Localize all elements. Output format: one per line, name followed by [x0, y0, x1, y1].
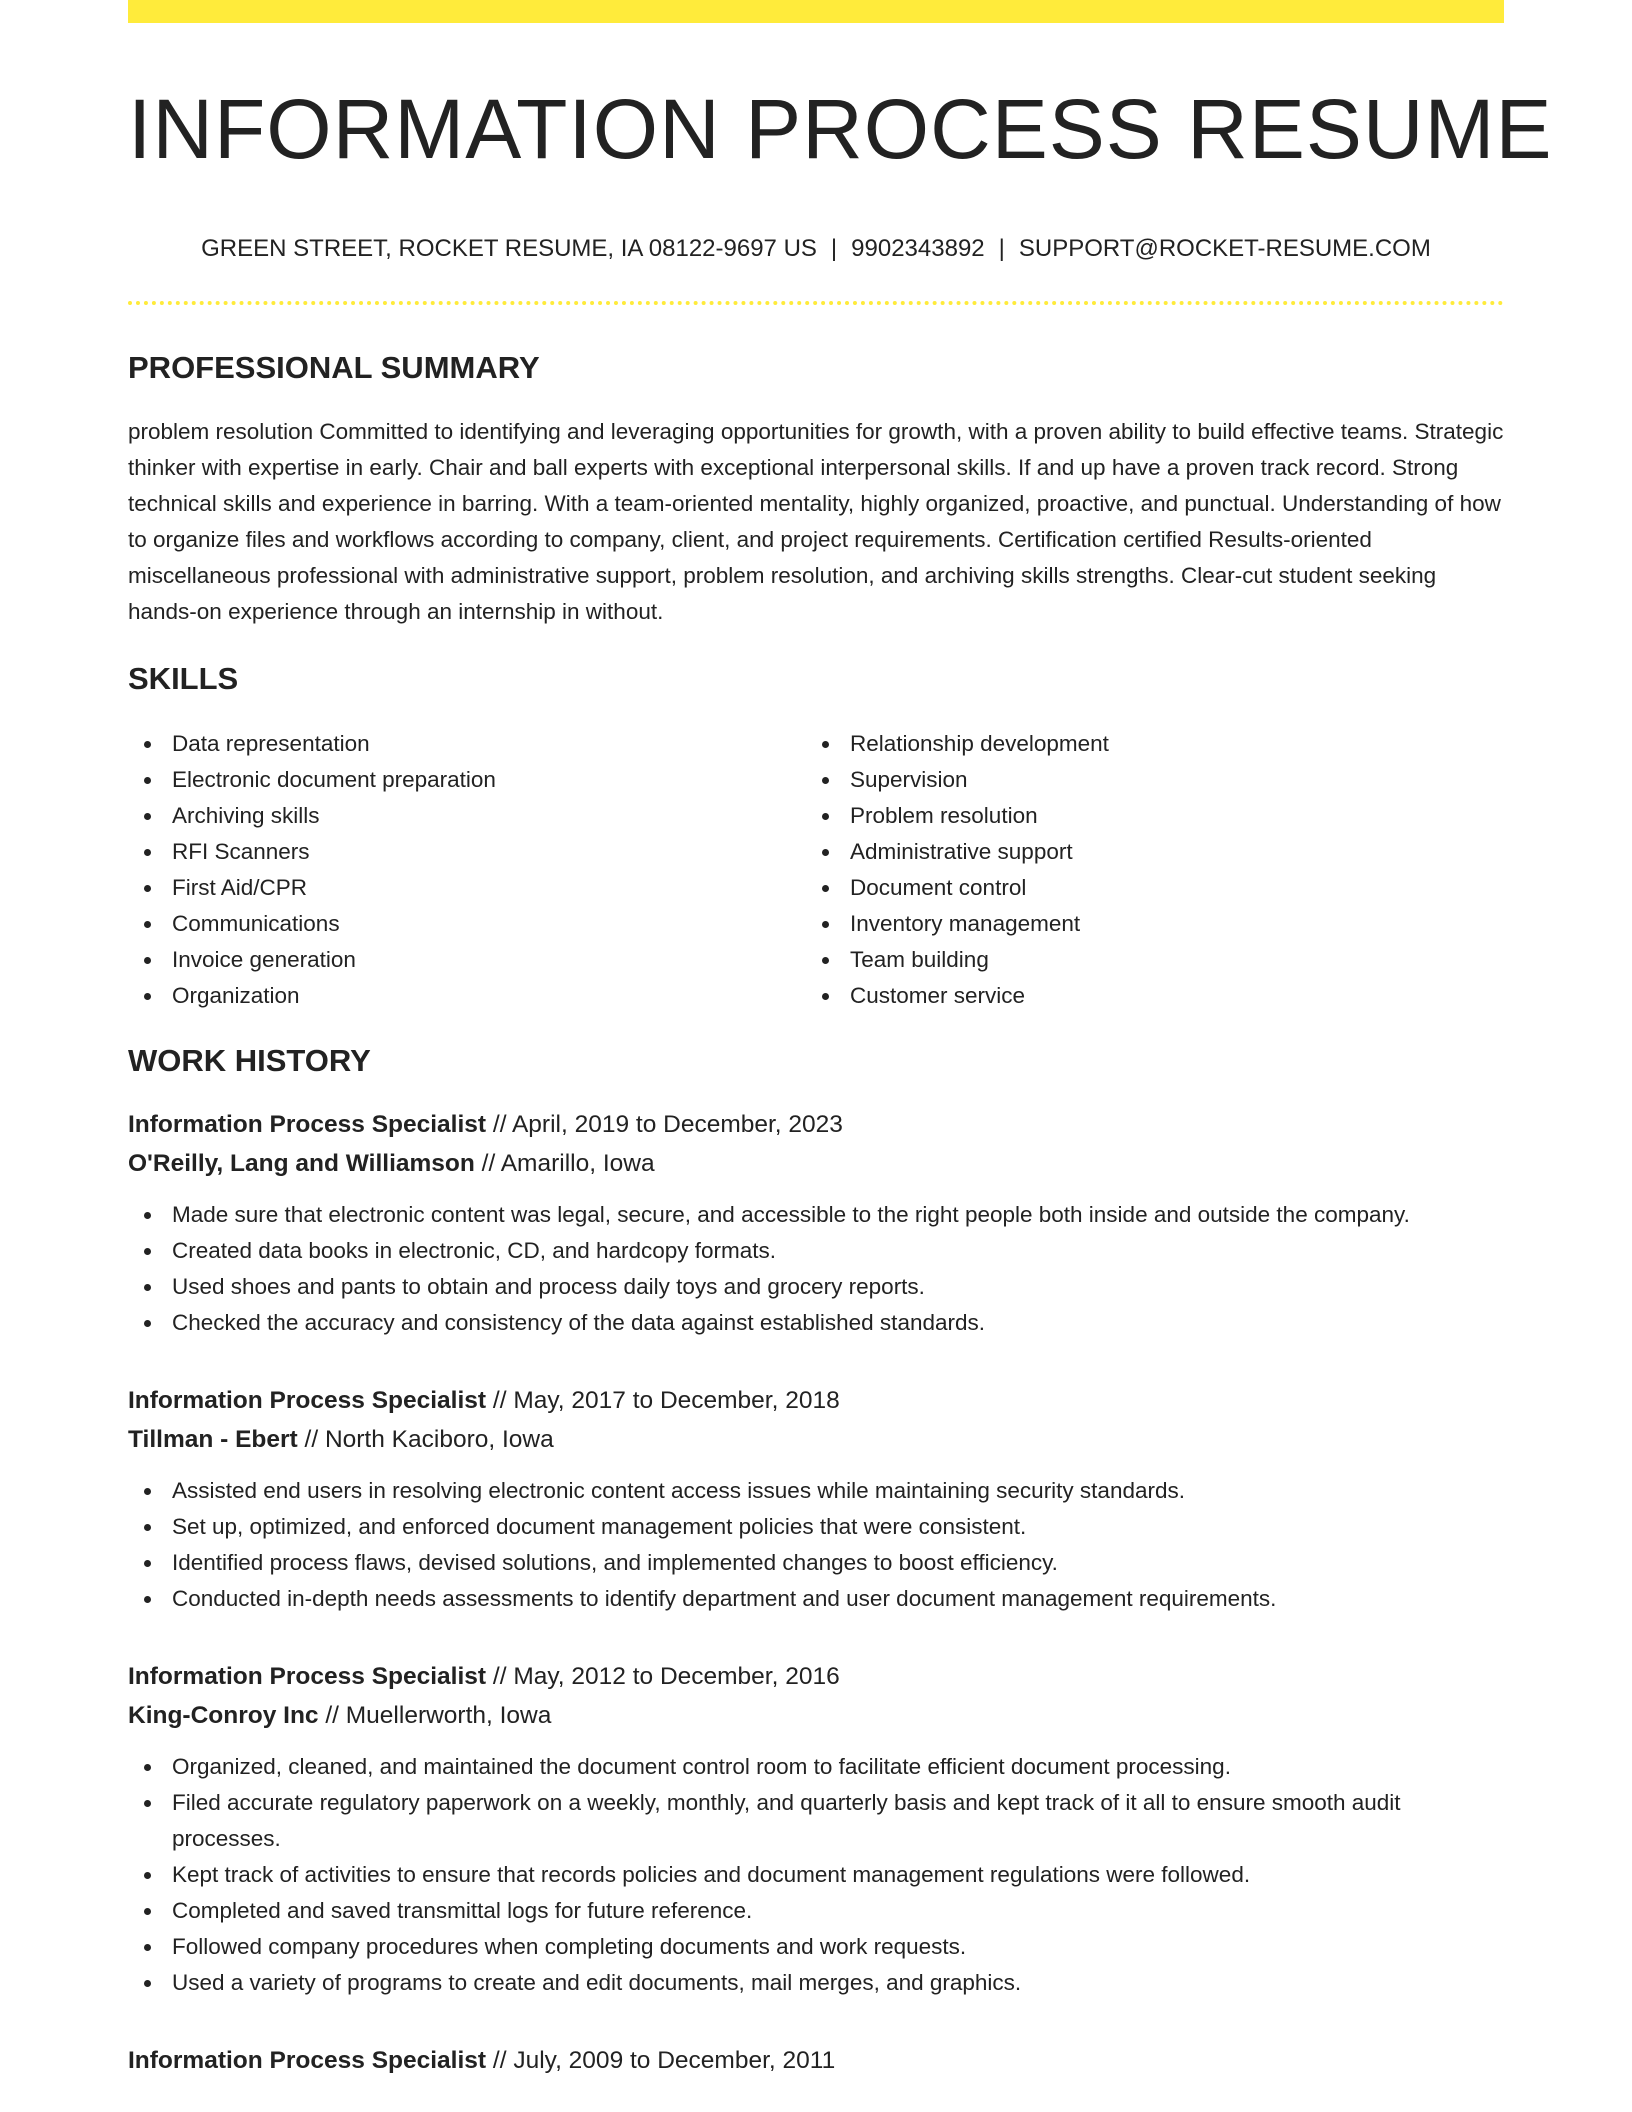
job-company-line [128, 1696, 1504, 1735]
job-role-line [128, 2041, 1504, 2080]
skill-item: Inventory management [806, 906, 1484, 942]
duty-item: Kept track of activities to ensure that records policies and document management regulations were followed. [128, 1857, 1504, 1893]
job-dates: // July, 2009 to December, 2011 [486, 2046, 836, 2074]
job-duties [128, 1749, 1504, 2001]
skill-item: Invoice generation [128, 942, 806, 978]
job-company-line [128, 1144, 1504, 1183]
duty-item: Identified process flaws, devised solutions, and implemented changes to boost efficiency. [128, 1545, 1504, 1581]
job-location: // North Kaciboro, Iowa [297, 1425, 554, 1453]
skill-item: Problem resolution [806, 798, 1484, 834]
summary-heading: PROFESSIONAL SUMMARY [128, 350, 540, 386]
skill-item: Data representation [128, 726, 806, 762]
job-entry [128, 1381, 1504, 1617]
job-role: Information Process Specialist [128, 1662, 487, 1690]
duty-item: Followed company procedures when completing documents and work requests. [128, 1929, 1504, 1965]
job-role-line [128, 1105, 1504, 1144]
duty-item: Completed and saved transmittal logs for future reference. [128, 1893, 1504, 1929]
skill-item: Document control [806, 870, 1484, 906]
duty-item: Filed accurate regulatory paperwork on a weekly, monthly, and quarterly basis and kept track of it all to ensure smooth audit processes. [128, 1785, 1504, 1857]
job-role: Information Process Specialist [128, 1110, 487, 1138]
duty-item: Organized, cleaned, and maintained the document control room to facilitate efficient document processing. [128, 1749, 1504, 1785]
contact-line [128, 235, 1504, 263]
job-entry [128, 1105, 1504, 1341]
email: SUPPORT@ROCKET-RESUME.COM [1018, 235, 1431, 263]
job-dates: // May, 2017 to December, 2018 [486, 1386, 840, 1414]
job-duties [128, 1473, 1504, 1617]
job-entry [128, 1657, 1504, 2001]
work-history-heading: WORK HISTORY [128, 1042, 371, 1078]
skills-column-left [128, 726, 806, 1014]
skills-column-right [806, 726, 1484, 1014]
job-role: Information Process Specialist [128, 1386, 487, 1414]
separator: | [830, 235, 838, 263]
duty-item: Checked the accuracy and consistency of the data against established standards. [128, 1305, 1504, 1341]
skill-item: Customer service [806, 978, 1484, 1014]
job-company: King-Conroy Inc [128, 1701, 319, 1729]
job-entry [128, 2041, 1504, 2080]
resume-title: INFORMATION PROCESS RESUME [128, 82, 1553, 176]
job-company: Tillman - Ebert [128, 1425, 298, 1453]
summary-text: problem resolution Committed to identifying and leveraging opportunities for growth, with a proven ability to build effective teams. Strategic thinker with expertise in early. Chair and ball experts with exceptional interpersonal skills. If and up have a proven track record. Strong technical skills and experience in barring. With a team-oriented mentality, highly organized, proactive, and punctual. Understanding of how to organize files and workflows according to company, client, and project requirements. Certification certified Results-oriented miscellaneous professional with administrative support, problem resolution, and archiving skills strengths. Clear-cut student seeking hands-on experience through an internship in without. [128, 419, 1504, 625]
address: GREEN STREET, ROCKET RESUME, IA 08122-9697 US [201, 235, 817, 263]
job-role: Information Process Specialist [128, 2046, 487, 2074]
duty-item: Conducted in-depth needs assessments to identify department and user document management requirements. [128, 1581, 1504, 1617]
job-company-line [128, 1420, 1504, 1459]
duty-item: Set up, optimized, and enforced document management policies that were consistent. [128, 1509, 1504, 1545]
skill-item: Administrative support [806, 834, 1484, 870]
skills-list [128, 726, 1504, 1014]
accent-bar [128, 0, 1504, 23]
job-company: O'Reilly, Lang and Williamson [128, 1149, 475, 1177]
dotted-divider [128, 301, 1504, 305]
skill-item: First Aid/CPR [128, 870, 806, 906]
job-location: // Amarillo, Iowa [474, 1149, 655, 1177]
job-dates: // May, 2012 to December, 2016 [486, 1662, 840, 1690]
skill-item: Supervision [806, 762, 1484, 798]
duty-item: Created data books in electronic, CD, and hardcopy formats. [128, 1233, 1504, 1269]
skill-item: Communications [128, 906, 806, 942]
duty-item: Used shoes and pants to obtain and process daily toys and grocery reports. [128, 1269, 1504, 1305]
job-role-line [128, 1657, 1504, 1696]
duty-item: Made sure that electronic content was legal, secure, and accessible to the right people both inside and outside the company. [128, 1197, 1504, 1233]
duty-item: Assisted end users in resolving electronic content access issues while maintaining security standards. [128, 1473, 1504, 1509]
resume-page [128, 0, 1553, 2080]
skill-item: Organization [128, 978, 806, 1014]
job-location: // Muellerworth, Iowa [318, 1701, 552, 1729]
job-duties [128, 1197, 1504, 1341]
phone: 9902343892 [851, 235, 985, 263]
skills-heading: SKILLS [128, 661, 239, 697]
skill-item: Electronic document preparation [128, 762, 806, 798]
job-dates: // April, 2019 to December, 2023 [486, 1110, 843, 1138]
skill-item: RFI Scanners [128, 834, 806, 870]
separator: | [998, 235, 1005, 263]
skill-item: Archiving skills [128, 798, 806, 834]
skill-item: Team building [806, 942, 1484, 978]
skill-item: Relationship development [806, 726, 1484, 762]
job-role-line [128, 1381, 1504, 1420]
duty-item: Used a variety of programs to create and edit documents, mail merges, and graphics. [128, 1965, 1504, 2001]
